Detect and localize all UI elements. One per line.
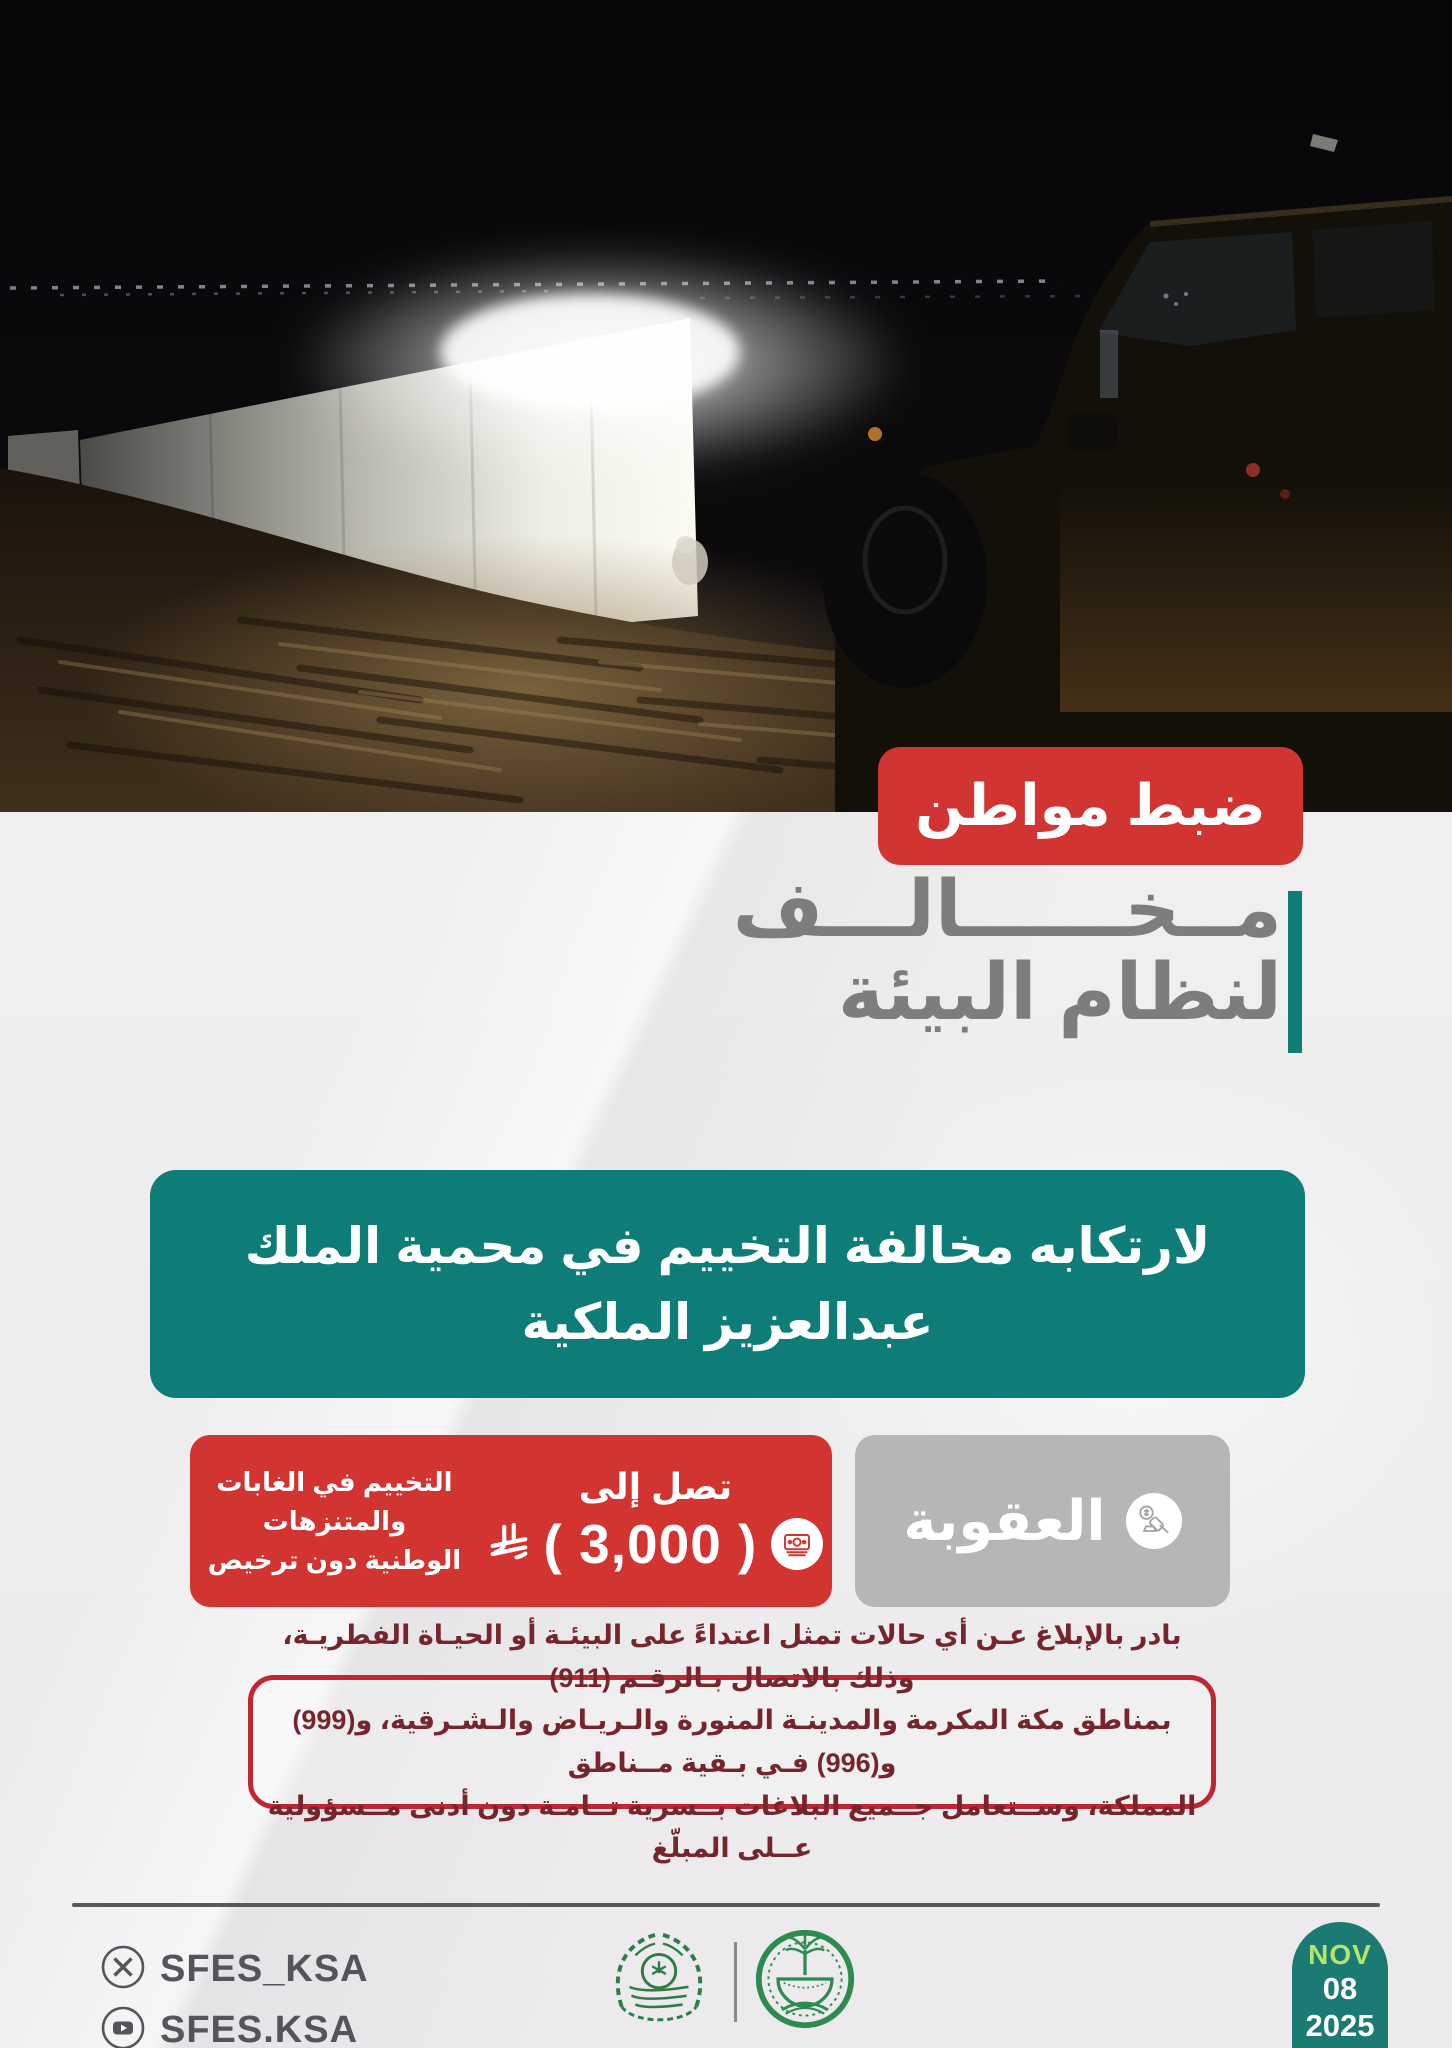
headline-line2: لنظام البيئة: [837, 948, 1282, 1037]
penalty-label-box: [855, 1435, 1230, 1607]
violation-line2: عبدالعزيز الملكية: [521, 1294, 934, 1350]
youtube-handle: SFES.KSA: [160, 2009, 359, 2048]
youtube-icon: [100, 2005, 146, 2048]
violation-box: [150, 1170, 1305, 1398]
ministry-of-interior-emblem: [753, 1925, 857, 2038]
date-day: 08: [1322, 1971, 1358, 2007]
arrest-banner: [878, 747, 1303, 865]
headline-accent-bar: [1288, 891, 1302, 1053]
violation-short-text: [190, 1435, 479, 1607]
penalty-amount: ( 3,000 ): [543, 1513, 758, 1575]
logo-separator: [734, 1942, 737, 2022]
banknote-icon: [771, 1518, 823, 1570]
penalty-amount-box: [190, 1435, 832, 1607]
notice-line3: المملكة، وســتعامل جــميع البلاغات بــسرية تــامـة دون أدنى مــسؤولية عــلى المبلّغ: [267, 1790, 1197, 1864]
date-year: 2025: [1305, 2007, 1375, 2043]
headline-line1: مــخــــــالـــف: [732, 865, 1282, 953]
sfes-environmental-security-emblem: [600, 1922, 718, 2041]
floodlight-core: [440, 294, 740, 410]
saudi-riyal-symbol: [488, 1523, 530, 1565]
penalty-label: العقوبة: [903, 1489, 1106, 1552]
x-icon: [100, 1944, 146, 1995]
footer-divider: [72, 1903, 1380, 1907]
date-month: NOV: [1308, 1939, 1372, 1970]
up-to-label: تصل إلى: [578, 1466, 733, 1507]
violation-short-line1: التخييم في الغابات والمتنزهات: [216, 1466, 453, 1536]
violation-short-line2: الوطنية دون ترخيص: [207, 1544, 462, 1575]
social-row-x: [100, 1944, 369, 1995]
social-handles: [100, 1944, 369, 2048]
violation-line1: لارتكابه مخالفة التخييم في محمية الملك: [244, 1218, 1211, 1274]
x-handle: SFES_KSA: [160, 1948, 369, 1990]
notice-line2: بمناطق مكة المكرمة والمدينـة المنورة والـريـاض والـشـرقية، و(999) و(996) فـي بـقية مــناطق: [292, 1705, 1172, 1778]
gavel-icon: [1126, 1493, 1182, 1549]
reporting-notice: [248, 1620, 1216, 1864]
tail-light: [1246, 463, 1260, 477]
notice-line1: بادر بالإبلاغ عـن أي حالات تمثل اعتداءً على البيئـة أو الحيـاة الفطريـة، وذلك بالاتصال بـالرقـم (911): [282, 1620, 1182, 1693]
date-badge: [1292, 1922, 1388, 2048]
headline: [522, 865, 1282, 1037]
social-row-youtube: [100, 2005, 369, 2048]
footer-logos: [600, 1922, 857, 2041]
scene-photo: [0, 0, 1452, 812]
night-desert-photo: [0, 0, 1452, 812]
arrest-banner-label: ضبط مواطن: [915, 774, 1266, 838]
penalty-amount-column: [479, 1435, 832, 1607]
marker-light: [868, 427, 882, 441]
